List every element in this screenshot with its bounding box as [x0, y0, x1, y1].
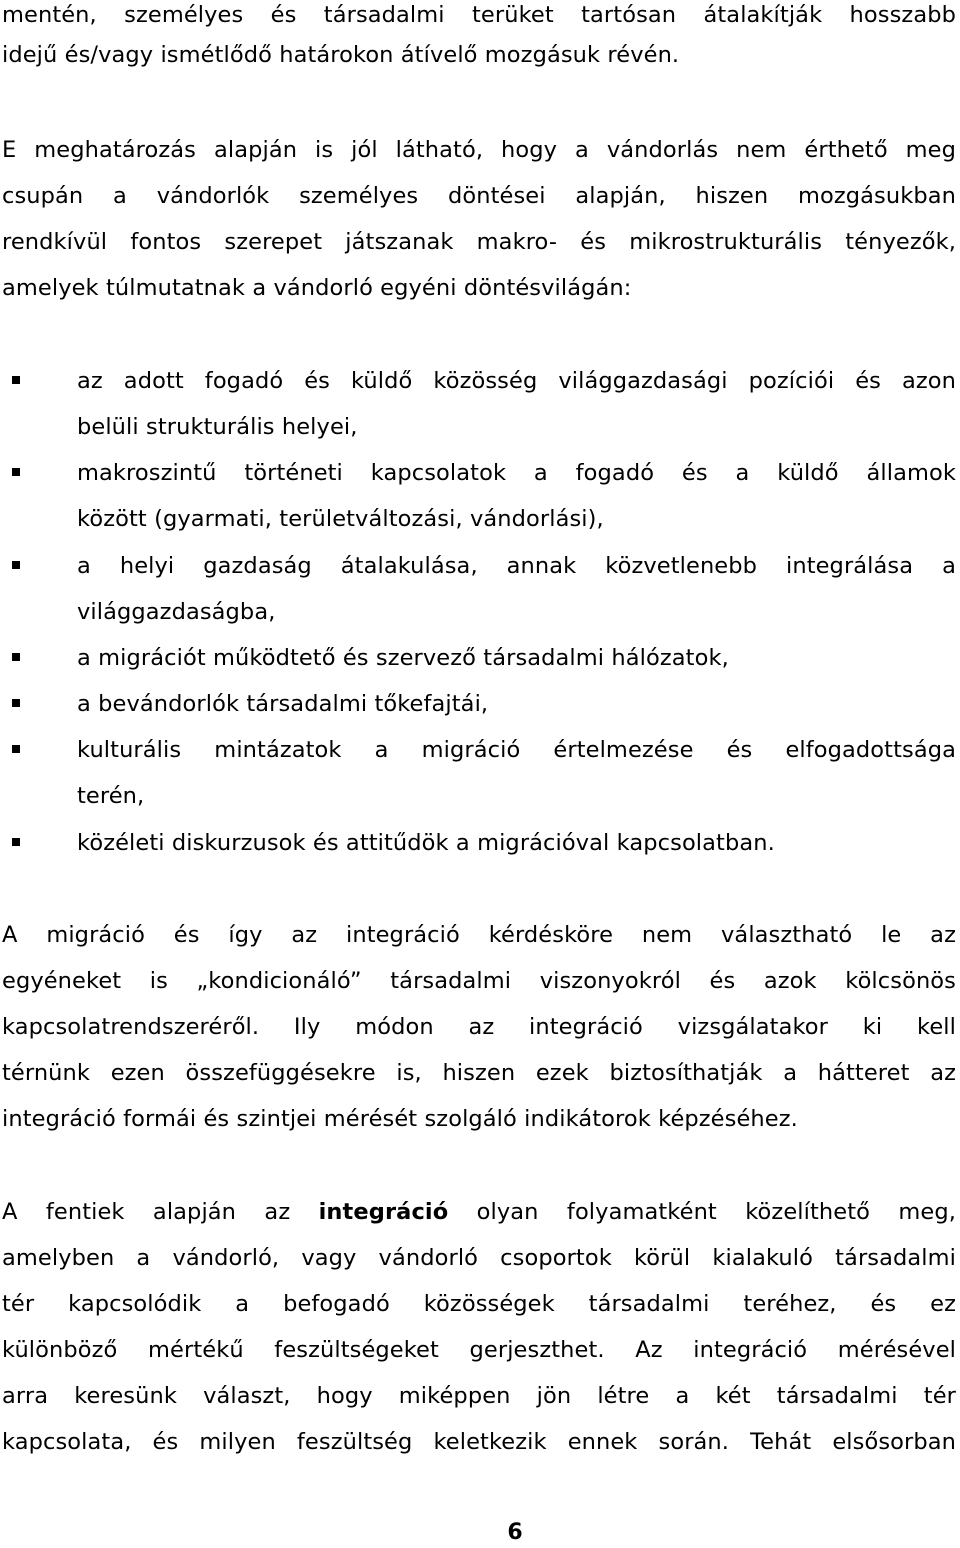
text-line: kapcsolata, és milyen feszültség keletkezik ennek során. Tehát elsősorban: [2, 1429, 956, 1455]
text-line: kulturális mintázatok a migráció értelmezése és elfogadottsága: [77, 737, 956, 763]
text-line: amelyben a vándorló, vagy vándorló csoportok körül kialakuló társadalmi: [2, 1245, 956, 1271]
text-line: E meghatározás alapján is jól látható, hogy a vándorlás nem érthető meg: [2, 137, 956, 163]
text-line: rendkívül fontos szerepet játszanak makro- és mikrostrukturális tényezők,: [2, 229, 956, 255]
text-line: közéleti diskurzusok és attitűdök a migrációval kapcsolatban.: [77, 830, 775, 856]
square-bullet-icon: [12, 699, 20, 707]
text-line: különböző mértékű feszültségeket gerjeszthet. Az integráció mérésével: [2, 1337, 956, 1363]
text-line: a migrációt működtető és szervező társadalmi hálózatok,: [77, 645, 729, 671]
text-line: világgazdaságba,: [77, 599, 276, 625]
page-number: 6: [507, 1520, 523, 1545]
text-line: [2, 1197, 956, 1227]
text-line: amelyek túlmutatnak a vándorló egyéni döntésvilágán:: [2, 275, 632, 301]
text-line: integráció formái és szintjei mérését szolgáló indikátorok képzéséhez.: [2, 1106, 798, 1132]
emphasized-term: integráció: [318, 1199, 449, 1225]
square-bullet-icon: [12, 561, 20, 569]
text-line: mentén, személyes és társadalmi terüket tartósan átalakítják hosszabb: [2, 2, 956, 28]
text-line: csupán a vándorlók személyes döntései alapján, hiszen mozgásukban: [2, 183, 956, 209]
text-run: olyan folyamatként közelíthető meg,: [476, 1199, 956, 1225]
square-bullet-icon: [12, 745, 20, 753]
text-line: egyéneket is „kondicionáló” társadalmi viszonyokról és azok kölcsönös: [2, 968, 956, 994]
text-line: között (gyarmati, területváltozási, vándorlási),: [77, 506, 604, 532]
text-line: A migráció és így az integráció kérdésköre nem választható le az: [2, 922, 956, 948]
square-bullet-icon: [12, 653, 20, 661]
text-line: kapcsolatrendszeréről. Ily módon az integráció vizsgálatakor ki kell: [2, 1014, 956, 1040]
square-bullet-icon: [12, 376, 20, 384]
text-line: terén,: [77, 783, 145, 809]
text-line: belüli strukturális helyei,: [77, 414, 358, 440]
text-line: makroszintű történeti kapcsolatok a fogadó és a küldő államok: [77, 460, 956, 486]
square-bullet-icon: [12, 838, 20, 846]
text-line: idejű és/vagy ismétlődő határokon átívelő mozgásuk révén.: [2, 42, 680, 68]
text-line: a helyi gazdaság átalakulása, annak közvetlenebb integrálása a: [77, 553, 956, 579]
text-line: arra keresünk választ, hogy miképpen jön létre a két társadalmi tér: [2, 1383, 956, 1409]
text-line: az adott fogadó és küldő közösség világgazdasági pozíciói és azon: [77, 368, 956, 394]
text-line: tér kapcsolódik a befogadó közösségek társadalmi teréhez, és ez: [2, 1291, 956, 1317]
text-run: A fentiek alapján az: [2, 1199, 291, 1225]
text-line: a bevándorlók társadalmi tőkefajtái,: [77, 691, 489, 717]
square-bullet-icon: [12, 468, 20, 476]
text-line: térnünk ezen összefüggésekre is, hiszen ezek biztosíthatják a hátteret az: [2, 1060, 956, 1086]
